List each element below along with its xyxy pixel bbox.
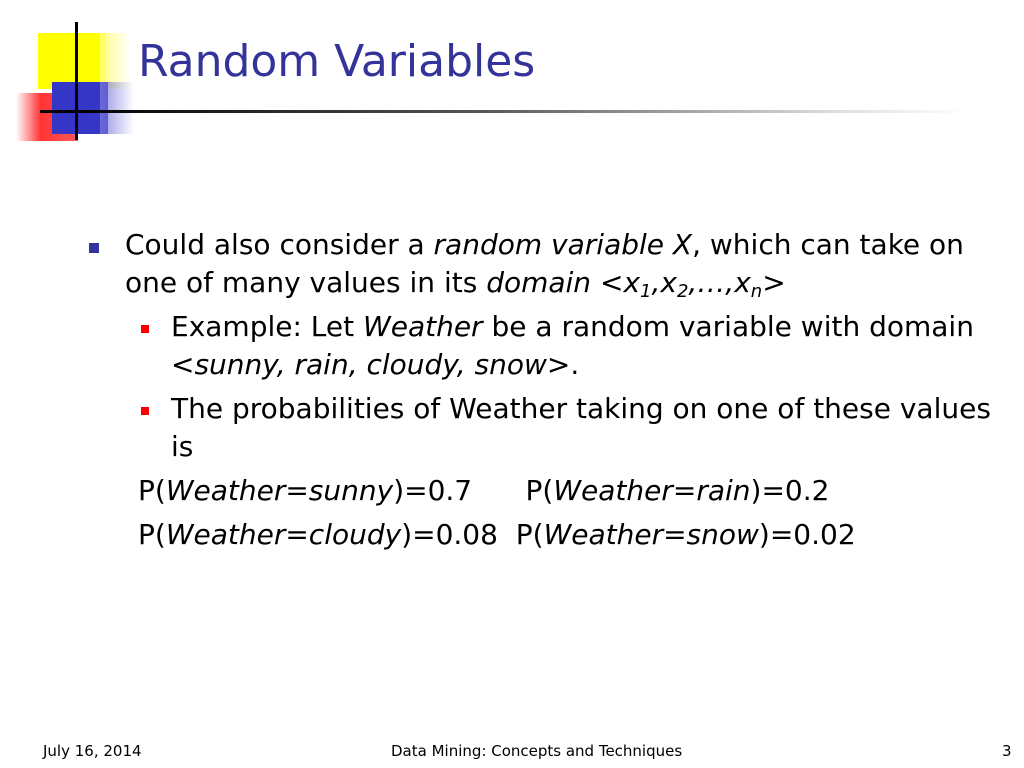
sub-bullet-marker xyxy=(141,407,149,415)
subscript: n xyxy=(750,281,763,302)
text: P( xyxy=(138,474,166,507)
event-sunny: Weather=sunny xyxy=(165,474,394,507)
text: , which can take on one of many values in its xyxy=(125,228,964,299)
subscript: 2 xyxy=(676,281,689,302)
event-cloudy: Weather=cloudy xyxy=(165,518,402,551)
separator: , xyxy=(651,266,661,299)
bullet-marker xyxy=(89,243,99,253)
sub-bullet-example xyxy=(171,308,991,384)
term-random-variable: random variable X xyxy=(433,228,693,261)
prob-value: )=0.7 xyxy=(393,474,473,507)
sub-bullet-probabilities: The probabilities of Weather taking on one of these values is xyxy=(171,392,991,463)
text: Example: Let xyxy=(171,310,364,343)
footer-date: July 16, 2014 xyxy=(43,742,142,760)
bullet-random-variable xyxy=(125,226,975,302)
subscript: 1 xyxy=(640,281,652,302)
text: >. xyxy=(546,348,580,381)
text: Could also consider a xyxy=(125,228,434,261)
prob-value: )=0.02 xyxy=(758,518,856,551)
prob-value: )=0.2 xyxy=(750,474,830,507)
spacer xyxy=(498,518,516,551)
spacer xyxy=(472,474,525,507)
var-x: x xyxy=(623,266,641,299)
probability-row-1 xyxy=(138,472,829,510)
var-x: x xyxy=(660,266,677,299)
text: P( xyxy=(525,474,554,507)
prob-value: )=0.08 xyxy=(401,518,498,551)
text: P( xyxy=(138,518,166,551)
sub-bullet-marker xyxy=(141,325,149,333)
event-rain: Weather=rain xyxy=(553,474,751,507)
text: be a random variable with domain < xyxy=(171,310,974,381)
text: P( xyxy=(515,518,544,551)
probability-row-2 xyxy=(138,516,856,554)
domain-values: sunny, rain, cloudy, snow xyxy=(194,348,547,381)
event-snow: Weather=snow xyxy=(543,518,759,551)
term-domain: domain xyxy=(486,266,592,299)
slide-title: Random Variables xyxy=(138,36,536,87)
var-x: x xyxy=(734,266,751,299)
footer-page-number: 3 xyxy=(1002,742,1012,760)
term-weather: Weather xyxy=(363,310,483,343)
text: > xyxy=(762,266,786,299)
footer-course-title: Data Mining: Concepts and Techniques xyxy=(391,742,683,760)
text: < xyxy=(591,266,624,299)
ellipsis: ,…, xyxy=(688,266,735,299)
